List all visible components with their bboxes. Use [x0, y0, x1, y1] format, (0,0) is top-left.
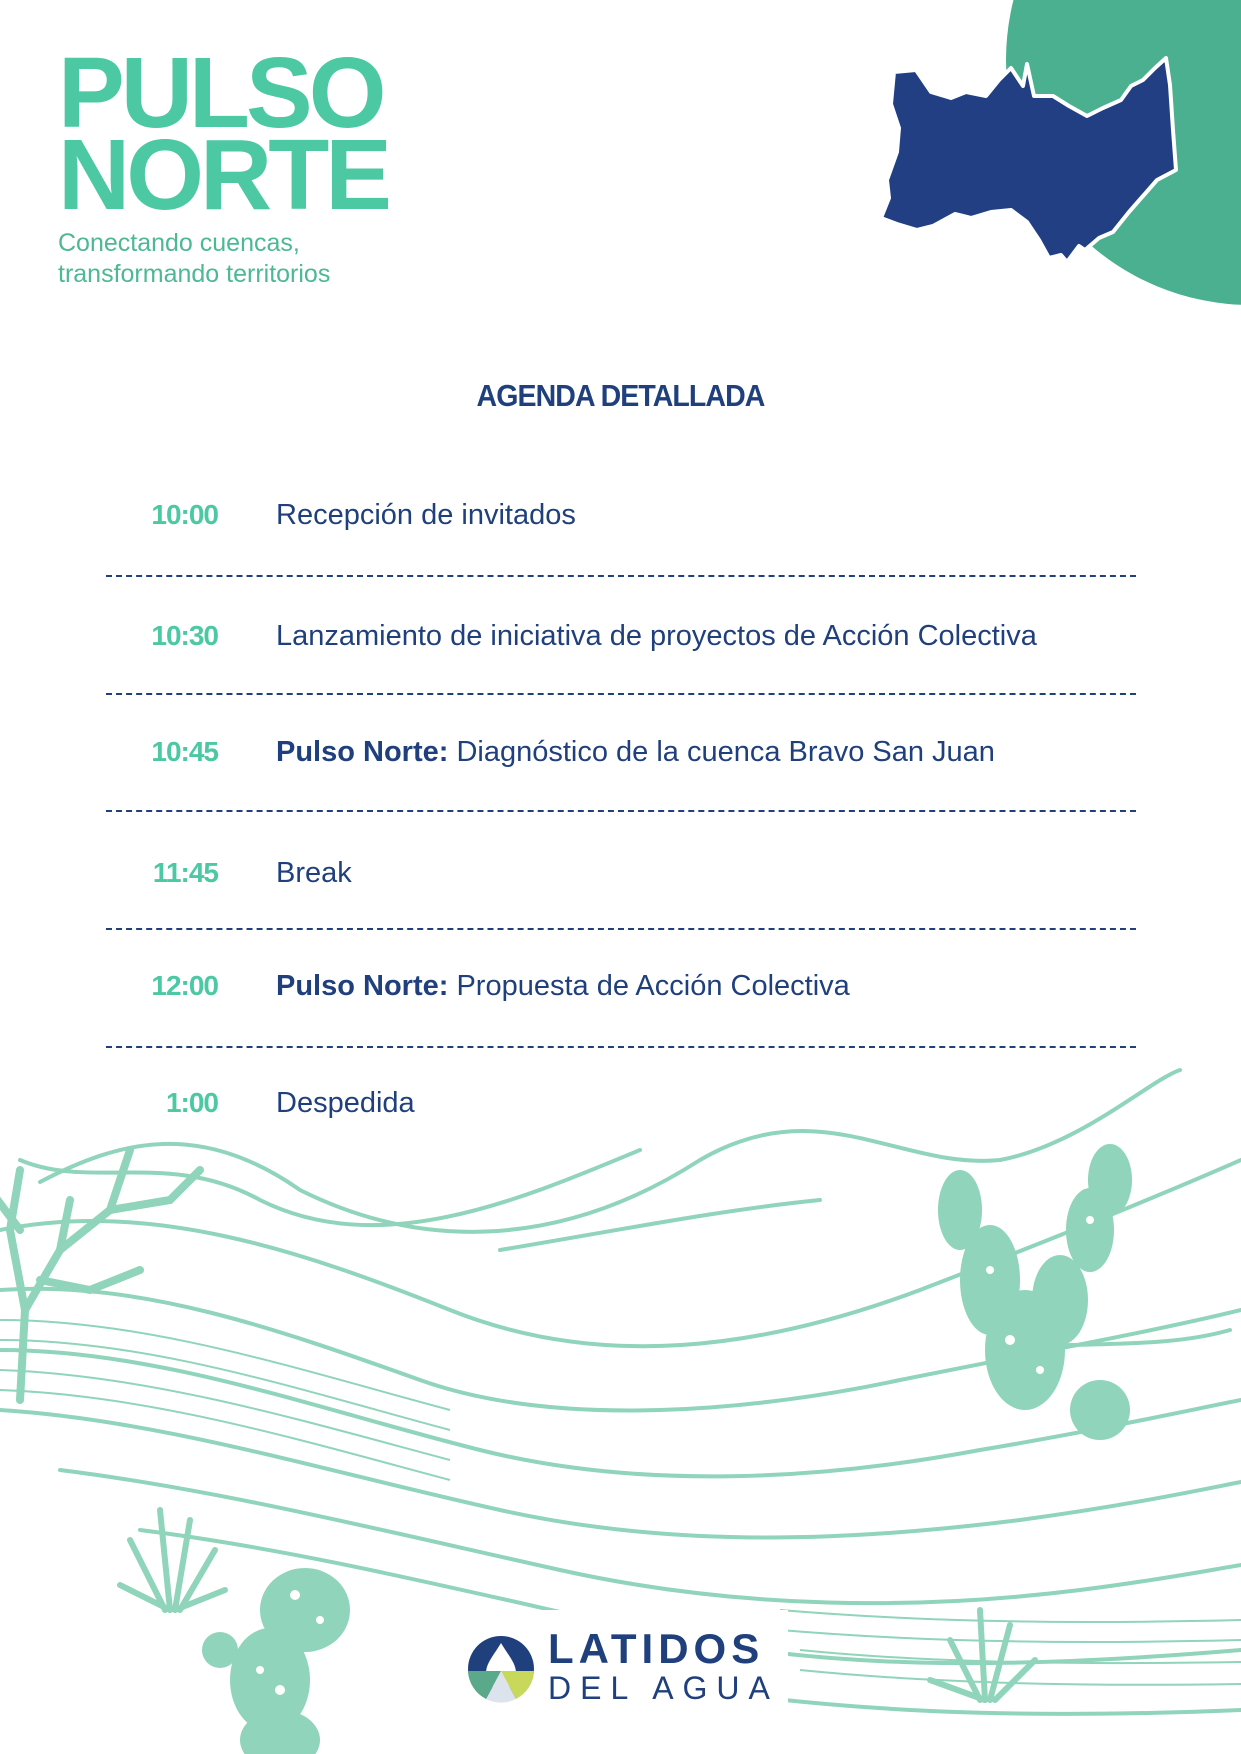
- agenda-text: Propuesta de Acción Colectiva: [448, 969, 850, 1002]
- agenda-text: Break: [276, 856, 352, 889]
- agenda-row: [100, 732, 1140, 772]
- agenda-description: [276, 970, 850, 1003]
- latidos-del-agua-logo: [466, 1625, 779, 1706]
- region-map-icon: [821, 0, 1241, 310]
- dashed-divider: [106, 1046, 1136, 1048]
- brand-block: [58, 37, 388, 290]
- agenda-description: [276, 620, 1037, 653]
- agenda-text: Despedida: [276, 1086, 415, 1119]
- agenda-text: Diagnóstico de la cuenca Bravo San Juan: [448, 735, 995, 768]
- dashed-divider: [106, 810, 1136, 812]
- brand-title-line1: PULSO: [58, 37, 383, 149]
- tagline-line2: transformando territorios: [58, 260, 331, 288]
- agenda-row: [100, 966, 1140, 1006]
- agenda-bold-label: Pulso Norte:: [276, 735, 449, 768]
- agenda-time: 10:45: [151, 736, 218, 767]
- brand-tagline: [58, 228, 388, 290]
- agenda-text: Lanzamiento de iniciativa de proyectos de Acción Colectiva: [276, 619, 1037, 652]
- logo-wordmark: [548, 1625, 779, 1706]
- brand-title-line2: NORTE: [58, 119, 388, 231]
- agenda-heading: AGENDA DETALLADA: [476, 378, 765, 413]
- agenda-time: 10:00: [151, 499, 218, 530]
- dashed-divider: [106, 928, 1136, 930]
- agenda-time: 1:00: [165, 1087, 218, 1118]
- tagline-line1: Conectando cuencas,: [58, 229, 300, 257]
- agenda-time: 11:45: [152, 857, 218, 888]
- agenda-description: [276, 736, 995, 769]
- logo-line1: LATIDOS: [548, 1625, 765, 1672]
- agenda-bold-label: Pulso Norte:: [276, 969, 449, 1002]
- agenda-description: [276, 499, 576, 532]
- agenda-text: Recepción de invitados: [276, 498, 576, 531]
- logo-line2: DEL AGUA: [548, 1670, 779, 1706]
- agenda-time: 12:00: [151, 970, 218, 1001]
- dashed-divider: [106, 575, 1136, 577]
- agenda-row: [100, 616, 1140, 656]
- water-drop-logo-icon: [466, 1631, 536, 1703]
- agenda-time: 10:30: [151, 620, 218, 651]
- agenda-row: [100, 495, 1140, 535]
- agenda-description: [276, 857, 352, 890]
- dashed-divider: [106, 693, 1136, 695]
- agenda-row: [100, 853, 1140, 893]
